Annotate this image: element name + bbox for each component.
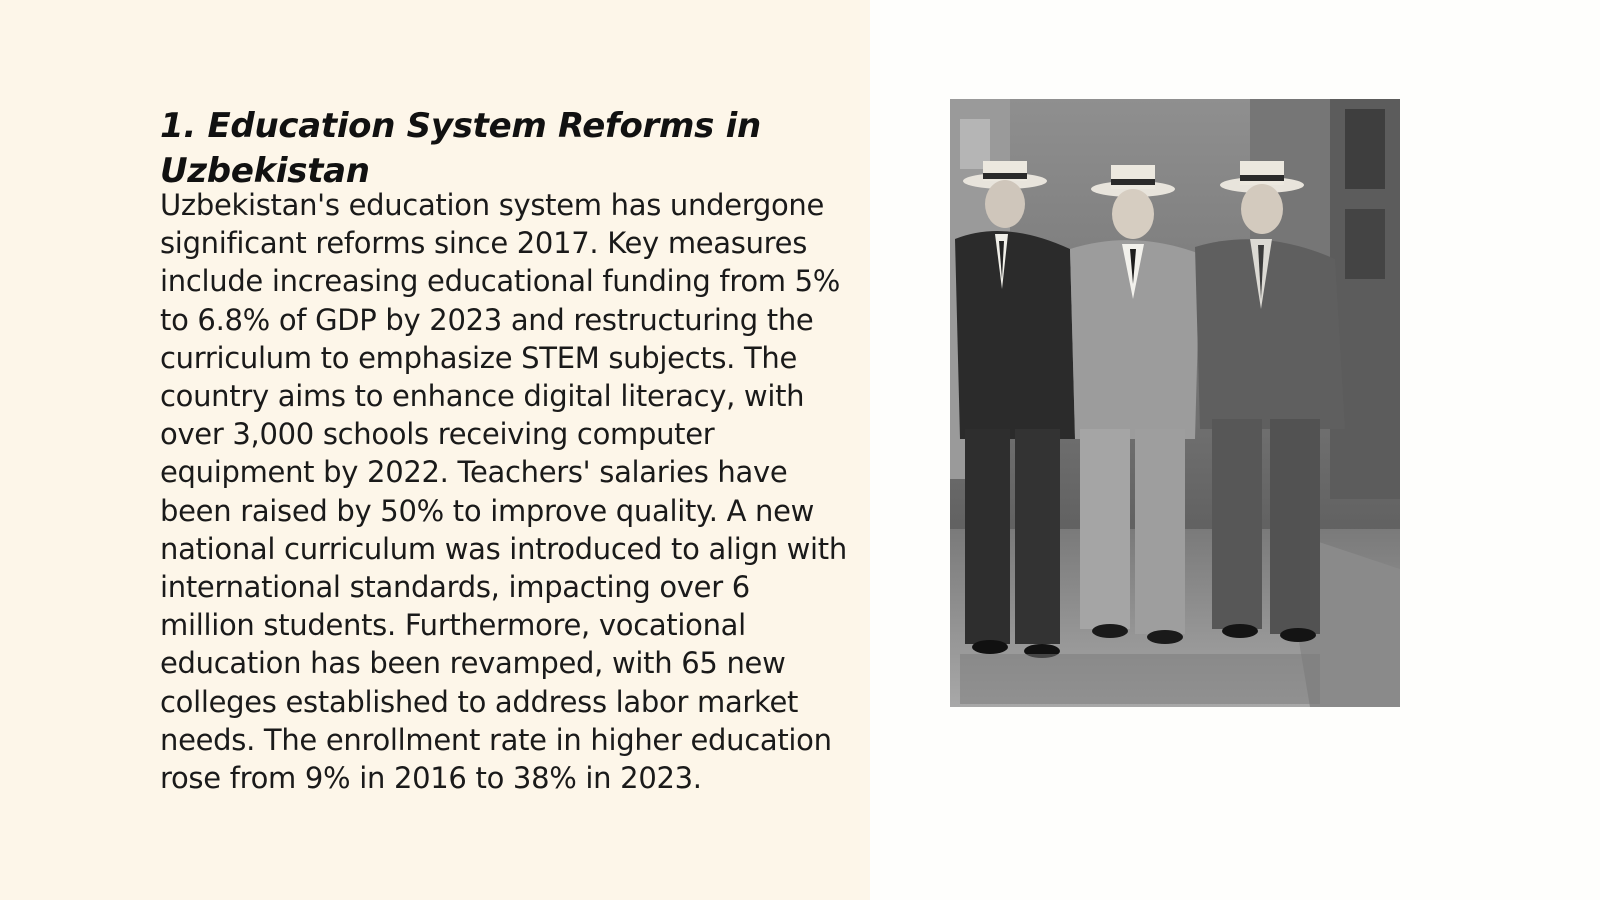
vintage-photo-three-men-walking [950, 99, 1400, 707]
slide-title: 1. Education System Reforms in Uzbekistan [160, 106, 761, 191]
slide-body-text: Uzbekistan's education system has undergone significant reforms since 2017. Key measures include increasing educational funding from 5% to 6.8% of GDP by 2023 and restructuring the curriculum to emphasize STEM subjects. The country aims to enhance digital literacy, with over 3,000 schools receiving computer equipment by 2022. Teachers' salaries have been raised by 50% to improve quality. A new national curriculum was introduced to align with international standards, impacting over 6 million students. Furthermore, vocational education has been revamped, with 65 new colleges established to address labor market needs. The enrollment rate in higher education rose from 9% in 2016 to 38% in 2023. [160, 188, 847, 796]
